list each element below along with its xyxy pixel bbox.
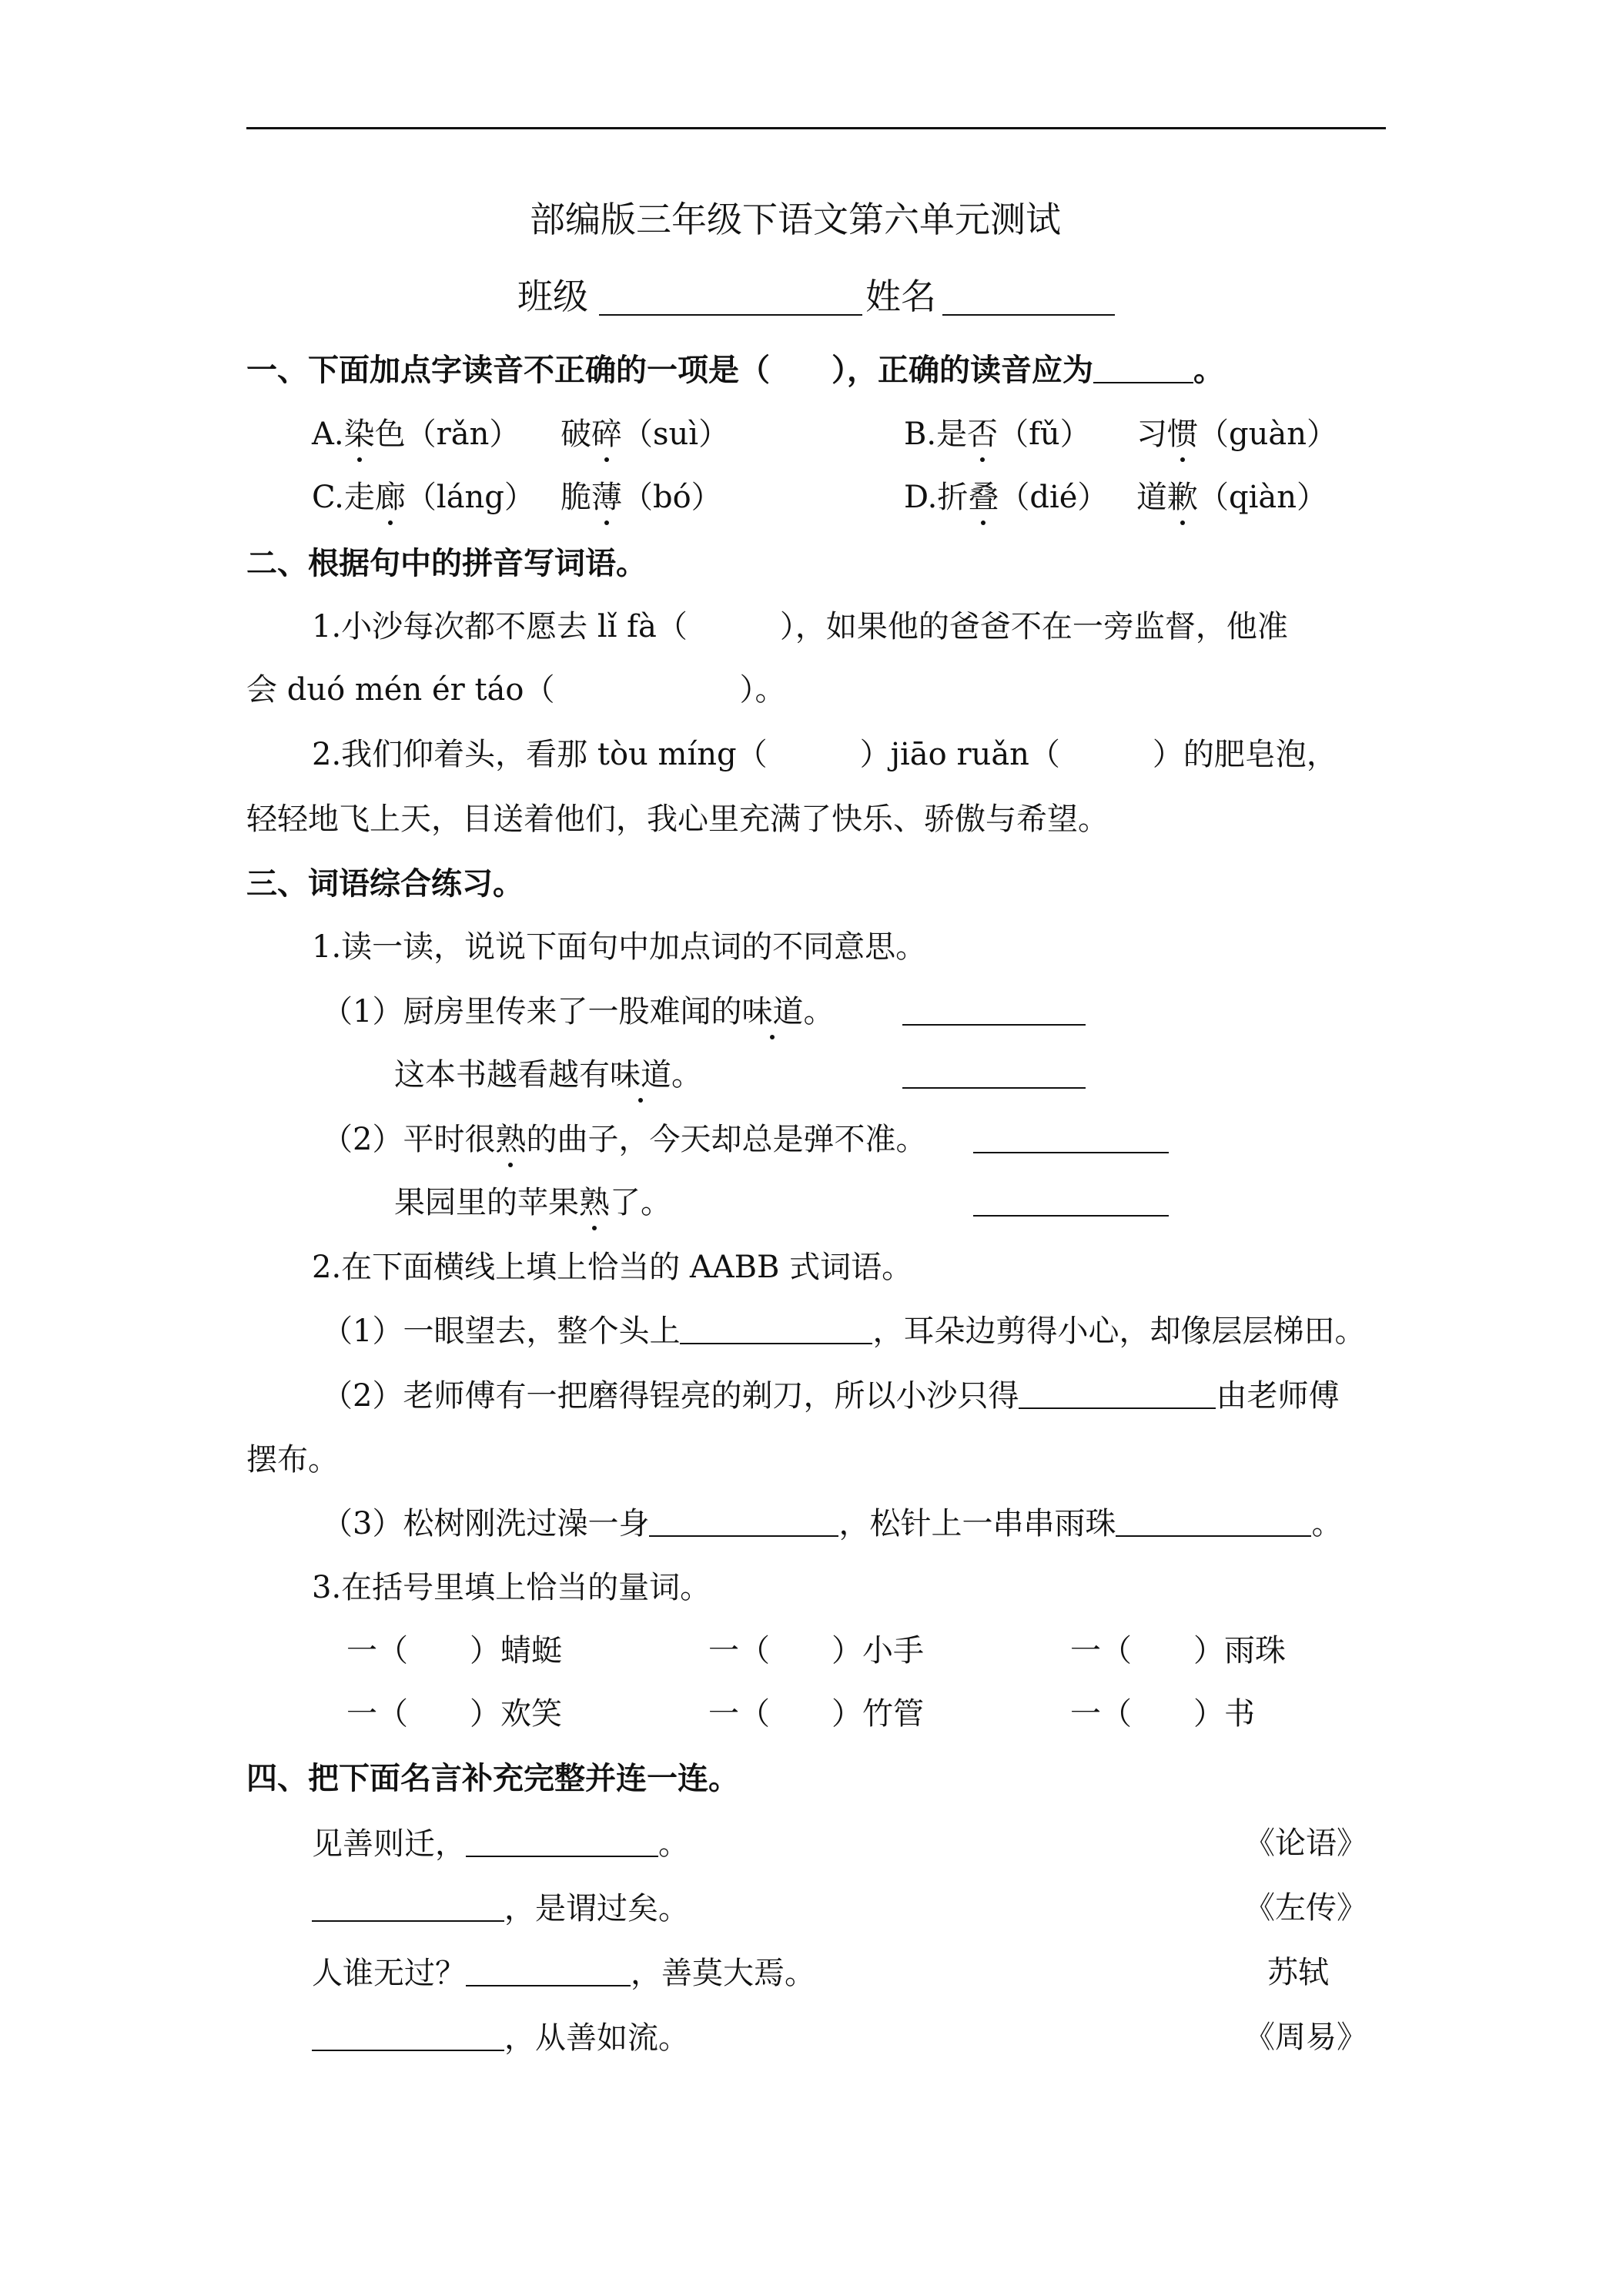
q1-option-c[interactable]	[312, 482, 535, 513]
q2-sentence-2b: 轻轻地飞上天，目送着他们，我心里充满了快乐、骄傲与希望。	[246, 802, 1109, 837]
f1-b: ，耳朵边剪得小心，却像层层梯田。	[872, 1314, 1366, 1349]
opt-c2-pre: 脆	[561, 480, 591, 515]
q4-line-3	[312, 1957, 815, 1989]
name-blank[interactable]	[942, 314, 1115, 316]
opt-a2-dotted: 碎	[591, 417, 622, 452]
q4-line-2	[312, 1893, 689, 1924]
f3-a: （3）松树刚洗过澡一身	[322, 1506, 650, 1541]
opt-d-dotted: 叠	[968, 480, 999, 515]
r1a-blank[interactable]	[902, 1024, 1086, 1026]
r1b-post: 。	[671, 1057, 702, 1093]
f3-blank-2[interactable]	[1116, 1508, 1311, 1537]
opt-d-prefix: D.折	[904, 480, 969, 515]
r2b-blank[interactable]	[973, 1215, 1169, 1217]
opt-c2-dotted: 薄	[591, 480, 622, 515]
q1-option-c2	[561, 482, 722, 513]
r1a-dotted: 味道	[741, 994, 804, 1029]
opt-c-prefix: C.走	[312, 480, 375, 515]
q1-head-c: 。	[1193, 352, 1224, 388]
l4-b: ，从善如流。	[504, 2020, 689, 2056]
q3-f3	[322, 1508, 1342, 1539]
q4-line-4	[312, 2020, 689, 2056]
f2-a: （2）老师傅有一把磨得锃亮的剃刀，所以小沙只得	[322, 1378, 1019, 1414]
q1-option-b2	[1136, 419, 1337, 450]
q1-heading	[246, 354, 1224, 386]
q1-option-a2	[561, 419, 729, 450]
measure-item[interactable]: 一（ ）雨珠	[1070, 1633, 1286, 1668]
r1b-dotted: 味道	[610, 1057, 671, 1093]
measure-item[interactable]: 一（ ）书	[1070, 1696, 1255, 1732]
source-item[interactable]: 苏轼	[1267, 1955, 1329, 1990]
r2b-post: 了。	[610, 1185, 671, 1220]
r1b-pre: 这本书越看越有	[394, 1057, 610, 1093]
opt-a2-rest: （suì）	[622, 417, 730, 452]
name-label: 姓名	[865, 276, 936, 317]
opt-b-dotted: 否	[967, 417, 999, 452]
q1-option-d[interactable]	[904, 482, 1108, 513]
opt-a-rest: 色（rǎn）	[374, 417, 520, 452]
measure-item[interactable]: 一（ ）小手	[708, 1633, 924, 1668]
page-title: 部编版三年级下语文第六单元测试	[530, 199, 1061, 240]
f3-blank-1[interactable]	[649, 1508, 838, 1537]
opt-b2-pre: 习	[1136, 417, 1167, 452]
q3-f2	[322, 1378, 1340, 1414]
q3-part2: 2.在下面横线上填上恰当的 AABB 式词语。	[312, 1250, 913, 1285]
opt-a2-pre: 破	[561, 417, 591, 452]
opt-a-prefix: A.	[312, 417, 344, 452]
source-item[interactable]: 《周易》	[1244, 2020, 1367, 2055]
q3-r2b	[394, 1187, 671, 1218]
class-blank[interactable]	[599, 314, 862, 316]
l4-blank[interactable]	[312, 2022, 504, 2051]
l3-a: 人谁无过？	[312, 1956, 466, 1991]
opt-b2-dotted: 惯	[1167, 417, 1198, 452]
q2-sentence-1b[interactable]: 会 duó mén ér táo（ ）。	[246, 672, 786, 708]
source-item[interactable]: 《左传》	[1244, 1890, 1367, 1926]
q3-f2c: 摆布。	[246, 1442, 339, 1478]
l3-blank[interactable]	[466, 1957, 631, 1986]
opt-b-rest: （fǔ）	[998, 417, 1091, 452]
opt-d-rest: （dié）	[999, 480, 1109, 515]
q3-r1b	[394, 1057, 702, 1093]
opt-d2-pre: 道	[1136, 480, 1167, 515]
opt-b2-rest: （guàn）	[1198, 417, 1337, 452]
opt-c-dotted: 廊	[374, 480, 406, 515]
q3-part1: 1.读一读，说说下面句中加点词的不同意思。	[312, 929, 927, 965]
opt-b-prefix: B.是	[904, 417, 968, 452]
q3-heading: 三、词语综合练习。	[246, 865, 524, 902]
header-rule	[246, 127, 1386, 129]
r2b-dotted: 熟	[579, 1185, 610, 1220]
measure-item[interactable]: 一（ ）欢笑	[346, 1696, 562, 1732]
q1-head-a: 一、下面加点字读音不正确的一项是（	[246, 352, 770, 388]
q3-r1a	[322, 996, 834, 1027]
q3-r2a	[322, 1124, 926, 1155]
f2-b: 由老师傅	[1216, 1378, 1340, 1414]
r1a-pre: （1）厨房里传来了一股难闻的	[322, 994, 742, 1029]
q1-option-a[interactable]	[312, 419, 520, 450]
r2a-post: 的曲子，今天却总是弹不准。	[526, 1122, 927, 1157]
q4-line-1	[312, 1826, 689, 1862]
q1-head-b: ），正确的读音应为	[832, 352, 1093, 388]
class-label: 班级	[517, 276, 588, 317]
q2-heading: 二、根据句中的拼音写词语。	[246, 545, 647, 581]
measure-item[interactable]: 一（ ）竹管	[708, 1696, 924, 1732]
measure-item[interactable]: 一（ ）蜻蜓	[346, 1633, 562, 1668]
l2-blank[interactable]	[312, 1893, 504, 1922]
q1-answer-blank[interactable]	[1093, 354, 1193, 383]
opt-d2-rest: （qiàn）	[1198, 480, 1328, 515]
l1-a: 见善则迁，	[312, 1826, 466, 1862]
opt-a-dotted: 染	[343, 417, 375, 452]
r2a-pre: （2）平时很	[322, 1122, 496, 1157]
r1a-post: 。	[803, 994, 835, 1029]
q3-f1	[322, 1315, 1365, 1347]
l1-b: 。	[658, 1826, 689, 1862]
opt-d2-dotted: 歉	[1167, 480, 1198, 515]
r2b-pre: 果园里的苹果	[394, 1185, 579, 1220]
f1-blank[interactable]	[680, 1315, 872, 1344]
opt-c2-rest: （bó）	[622, 480, 722, 515]
l1-blank[interactable]	[466, 1828, 658, 1857]
q1-option-b[interactable]	[904, 419, 1091, 450]
l3-b: ，善莫大焉。	[631, 1956, 815, 1991]
f3-b: ，松针上一串串雨珠	[838, 1506, 1116, 1541]
opt-c-rest: （láng）	[405, 480, 535, 515]
q3-part3: 3.在括号里填上恰当的量词。	[312, 1570, 711, 1605]
f1-a: （1）一眼望去，整个头上	[322, 1314, 681, 1349]
f3-c: 。	[1311, 1506, 1343, 1541]
q2-sentence-2a[interactable]: 2.我们仰着头，看那 tòu míng（ ）jiāo ruǎn（ ）的肥皂泡，	[312, 737, 1337, 772]
f2-blank[interactable]	[1019, 1380, 1216, 1409]
r2a-dotted: 熟	[495, 1122, 527, 1157]
q1-option-d2	[1136, 482, 1327, 513]
q2-sentence-1a[interactable]: 1.小沙每次都不愿去 lǐ fà（ ），如果他的爸爸不在一旁监督，他准	[312, 609, 1288, 644]
source-item[interactable]: 《论语》	[1244, 1826, 1367, 1861]
r1b-blank[interactable]	[902, 1087, 1086, 1089]
q4-heading: 四、把下面名言补充完整并连一连。	[246, 1760, 739, 1796]
l2-b: ，是谓过矣。	[504, 1891, 689, 1926]
r2a-blank[interactable]	[973, 1152, 1169, 1153]
